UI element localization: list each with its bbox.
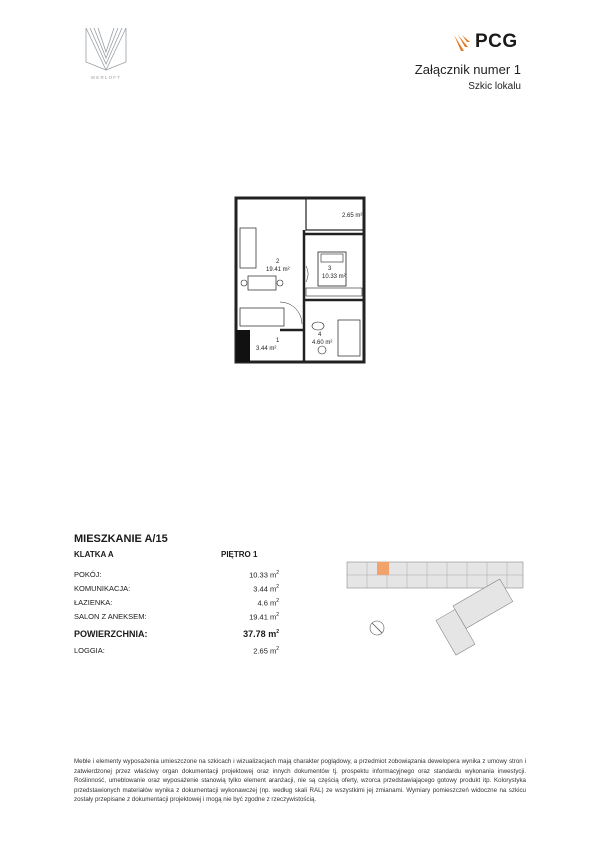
area-row-value: 37.78 $m^2$ — [243, 629, 279, 639]
room-3-area: 10.33 m² — [322, 274, 346, 280]
room-3-num: 3 — [328, 266, 332, 272]
room-4-num: 4 — [318, 332, 322, 338]
annex-subtitle: Szkic lokalu — [468, 81, 521, 92]
disclaimer-text: Meble i elementy wyposażenia umieszczone na szkicach i wizualizacjach mają charakter poglądowy, a przedmiot zobowiązania dewelopera wynika z umowy stron i zatwierdzonej przez właściwy organ dokumentacji projektowej oraz innych dokumentów tj. prospektu informacyjnego oraz standardu wykonania inwestycji. Roślinność, umeblowanie oraz wyposażenie stanowią tylko element aranżacji, nie są częścią oferty, wzorca przedstawiającego gotowy produkt itp. Kolorystyka przedstawionych materiałów wynika z dokumentacji wykonawczej (np. według skali RAL) ze wszystkimi jej zmianami. Wymiary pomieszczeń widoczne na szkicu zostały przepisane z dokumentacji projektowej i mogą nie być zgodne z rzeczywistością. — [74, 758, 526, 803]
room-4-area: 4.60 m² — [312, 340, 333, 346]
area-row-label: SALON Z ANEKSEM: — [74, 612, 147, 621]
area-row-value: 2.65 $m^2$ — [253, 646, 279, 656]
area-row-label: POKÓJ: — [74, 570, 102, 579]
area-row-value: 3.44 $m^2$ — [253, 584, 279, 594]
floor-label: PIĘTRO 1 — [221, 550, 258, 559]
area-row-value: 19.41 $m^2$ — [249, 612, 279, 622]
pcg-wordmark: PCG — [475, 31, 518, 52]
pcg-logo-icon — [452, 33, 472, 53]
area-row-value: 10.33 $m^2$ — [249, 570, 279, 580]
floor-plan — [226, 190, 372, 365]
stairs-label: KLATKA A — [74, 550, 114, 559]
werloft-wordmark: WERLOFT — [90, 75, 122, 80]
highlighted-unit — [377, 562, 389, 575]
area-row-value: 4.6 $m^2$ — [257, 598, 279, 608]
area-row-label: POWIERZCHNIA: — [74, 629, 148, 639]
key-plan — [345, 556, 525, 664]
room-2-area: 19.41 m² — [266, 267, 290, 273]
room-2-num: 2 — [276, 259, 280, 265]
area-row-label: ŁAZIENKA: — [74, 598, 113, 607]
room-1-num: 1 — [276, 338, 280, 344]
room-loggia-area: 2.65 m² — [342, 213, 363, 219]
room-1-area: 3.44 m² — [256, 346, 277, 352]
apartment-title: MIESZKANIE A/15 — [74, 533, 168, 545]
area-row-label: LOGGIA: — [74, 646, 105, 655]
area-row-label: KOMUNIKACJA: — [74, 584, 131, 593]
annex-title: Załącznik numer 1 — [414, 62, 521, 77]
